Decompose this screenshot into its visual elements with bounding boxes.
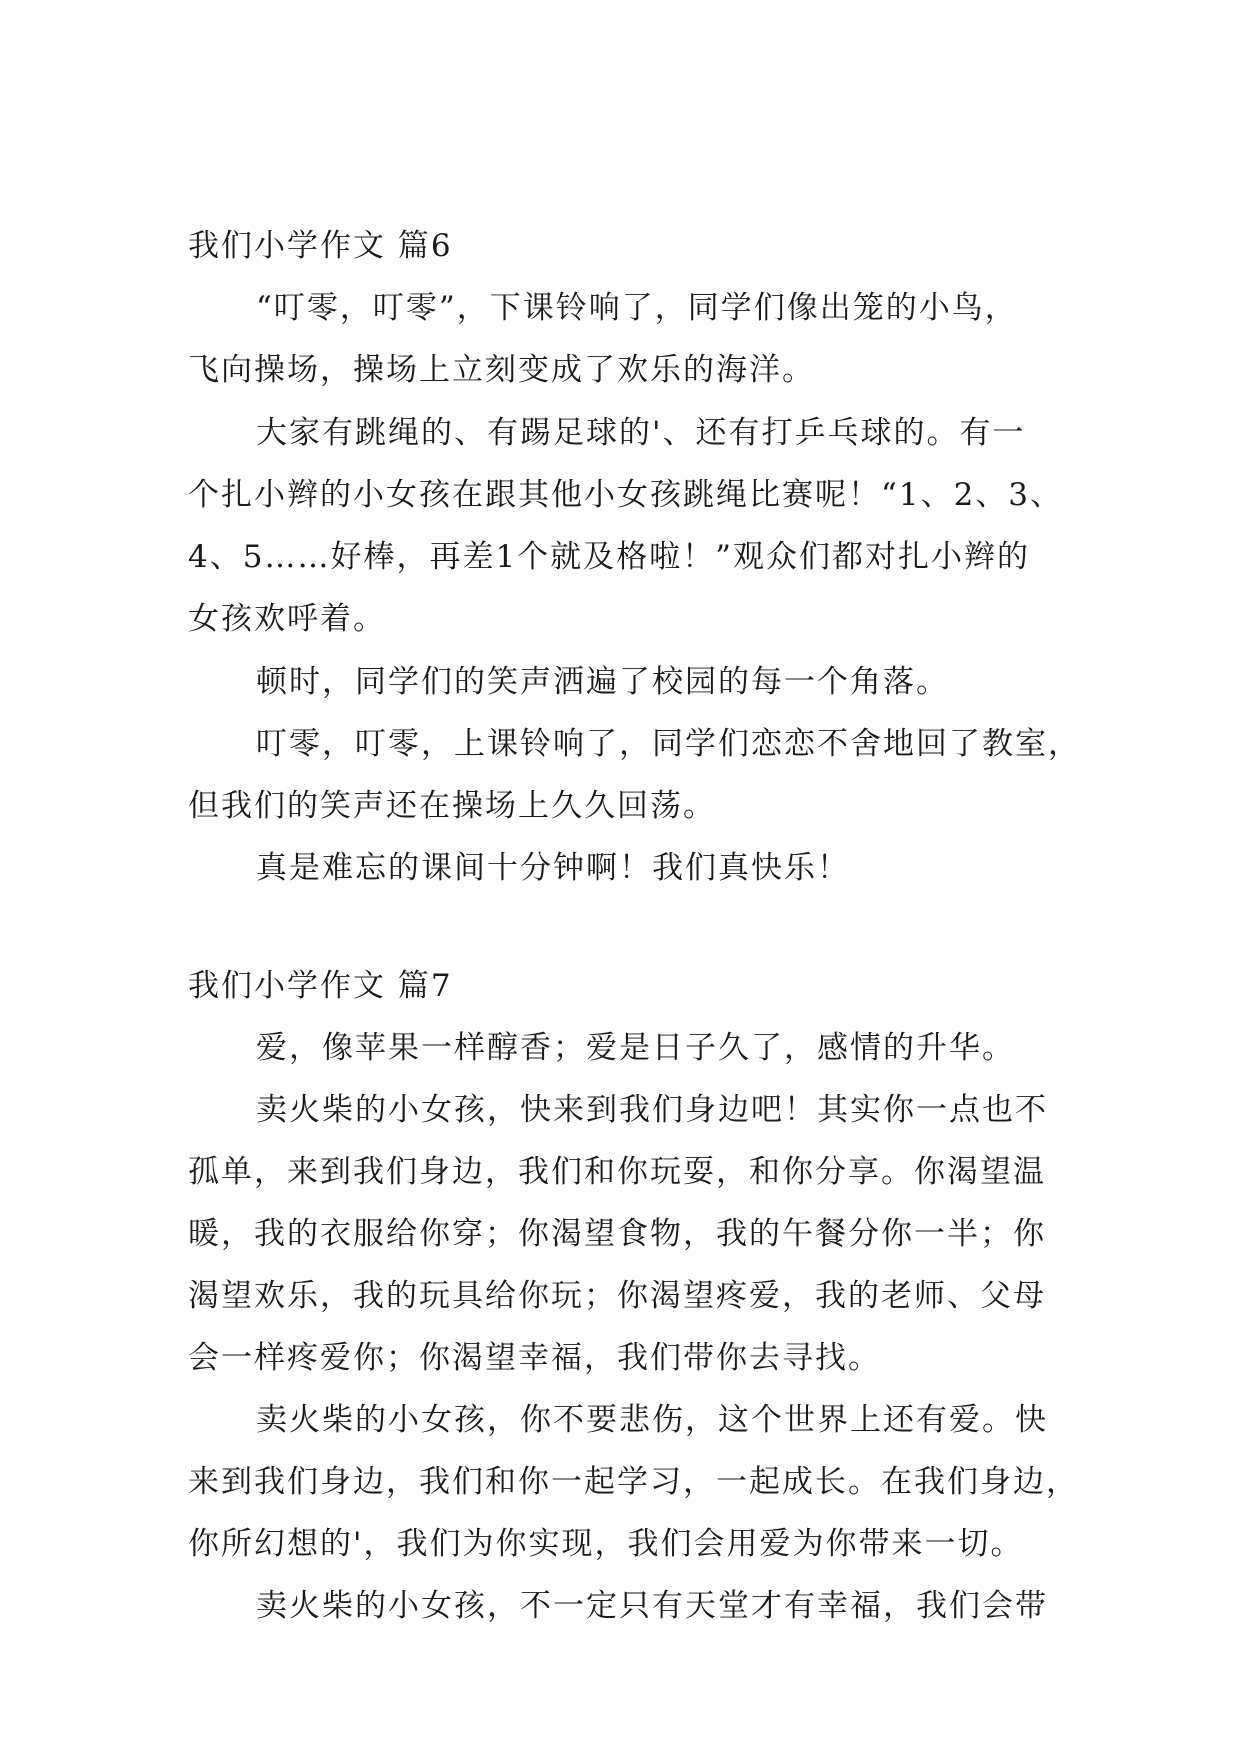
paragraph-line: 叮零，叮零，上课铃响了，同学们恋恋不舍地回了教室， [256,726,1081,762]
paragraph-line: 卖火柴的小女孩，快来到我们身边吧！其实你一点也不 [256,1092,1048,1128]
paragraph-line: 大家有跳绳的、有踢足球的'、还有打乒乓球的。有一 [256,415,1026,451]
paragraph-line: 会一样疼爱你；你渴望幸福，我们带你去寻找。 [188,1340,881,1376]
paragraph-line: 顿时，同学们的笑声洒遍了校园的每一个角落。 [256,664,949,700]
section-heading: 我们小学作文 篇7 [188,968,453,1004]
paragraph-line: 你所幻想的'，我们为你实现，我们会用爱为你带来一切。 [188,1526,1024,1562]
paragraph-line: 暖，我的衣服给你穿；你渴望食物，我的午餐分你一半；你 [188,1216,1046,1252]
paragraph-line: 爱，像苹果一样醇香；爱是日子久了，感情的升华。 [256,1030,1015,1066]
paragraph-line: 4、5……好棒，再差1个就及格啦！”观众们都对扎小辫的 [188,539,1031,575]
paragraph-line: 卖火柴的小女孩，你不要悲伤，这个世界上还有爱。快 [256,1402,1048,1438]
paragraph-line: 来到我们身边，我们和你一起学习，一起成长。在我们身边， [188,1464,1079,1500]
paragraph-line: 孤单，来到我们身边，我们和你玩耍，和你分享。你渴望温 [188,1154,1046,1190]
paragraph-line: “叮零，叮零”，下课铃响了，同学们像出笼的小鸟， [256,290,1018,326]
paragraph-line: 飞向操场，操场上立刻变成了欢乐的海洋。 [188,352,815,388]
section-heading: 我们小学作文 篇6 [188,228,453,264]
paragraph-line: 个扎小辫的小女孩在跟其他小女孩跳绳比赛呢！“1、2、3、 [188,477,1064,513]
paragraph-line: 但我们的笑声还在操场上久久回荡。 [188,788,716,824]
paragraph-line: 女孩欢呼着。 [188,601,386,637]
paragraph-line: 渴望欢乐，我的玩具给你玩；你渴望疼爱，我的老师、父母 [188,1278,1046,1314]
paragraph-line: 真是难忘的课间十分钟啊！我们真快乐！ [256,850,850,886]
paragraph-line: 卖火柴的小女孩，不一定只有天堂才有幸福，我们会带 [256,1588,1048,1624]
